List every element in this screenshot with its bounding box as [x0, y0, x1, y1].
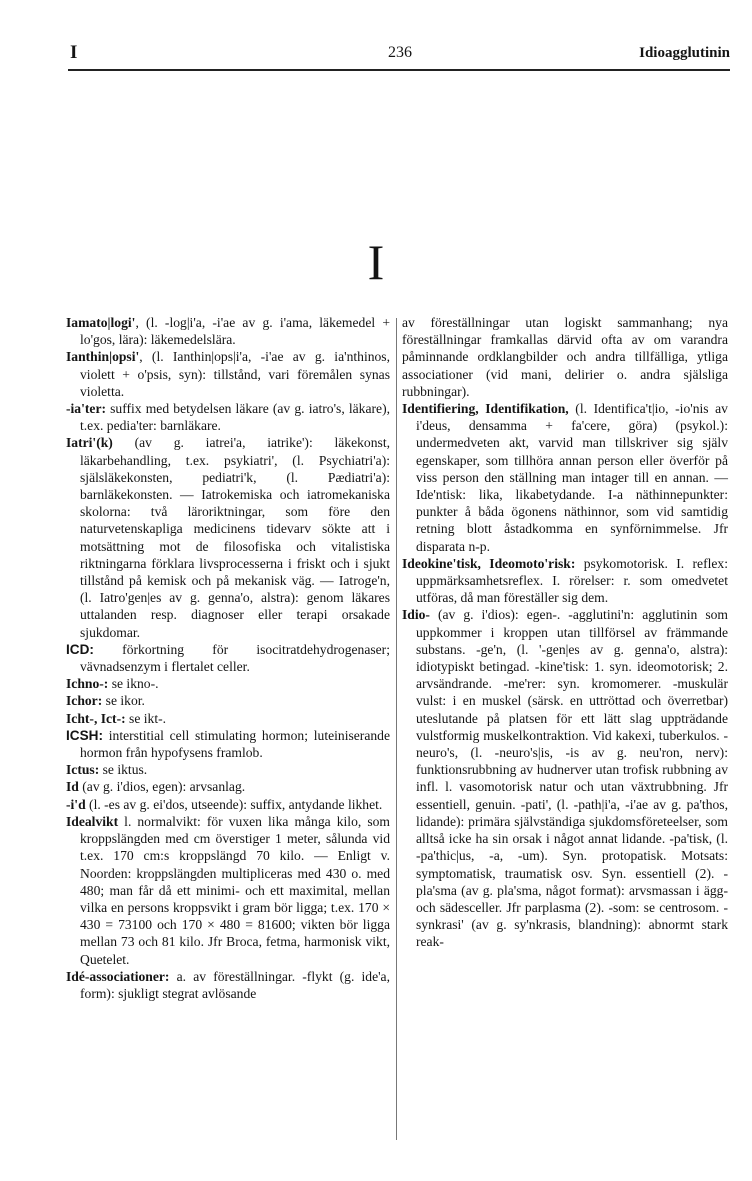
- entry-definition: (av g. i'dios): egen-. -agglutini'n: agglutinin som uppkommer i kroppen utan tillförsel av främmande substans. -ge'n, (l. '-gen|es av g. genna'o, alstra): idiotypiskt betingad. -kine'tisk: 1. syn. ideomotorisk; 2. arvsändrande. -me'rer: syn. kromomerer. -muskulär vulst: i en muskel (särsk. en uttröttad och överretbar) uteslutande på platsen för ett lätt slag uppträdande vulstformig muskelkontraktion. Vid kakexi, tuberkulos. -neuro's, (l. -neuro's|is, -is av g. neu'ron, nerv): funktionsrubbning av hudnerver utan trofisk rubbning av infl. l. vasomotorisk natur och utan växtrubbning. Jfr essentiell, genuin. -pati', (l. -path|i'a, -i'ae av g. pa'thos, lidande): primära självständiga sjukdomsföreteelser, som alltså icke ha sin orsak i något annat lidande. -pa'tisk, (l. -pa'thic|us, -a, -um). Syn. protopatisk. Motsats: symptomatisk, traumatisk osv. Syn. essentiell (2). -pla'sma (av g. pla'sma, något format): arvsmassan i ägg- och sädesceller. Jfr parplasma (2). -som: se centrosom. -synkrasi' (av g. sy'nkrasis, blandning): abnormt stark reak-: [416, 607, 728, 950]
- continuation-text: av föreställningar utan logiskt sammanhang; nya föreställningar framkallas därvid ofta av om varandra påminnande ordklangbilder och andra tillfälliga, ytliga associationer (vid mani, delirier o. andra själsliga rubbningar).: [402, 315, 728, 399]
- header-section-letter: I: [70, 42, 78, 63]
- entry-headword: Idé-associationer:: [66, 968, 170, 984]
- dictionary-entry: [66, 400, 390, 434]
- page-number: 236: [388, 44, 412, 61]
- page-header: [70, 42, 730, 70]
- dictionary-entry: [66, 727, 390, 761]
- dictionary-entry: [66, 778, 390, 795]
- dictionary-entry: [402, 555, 728, 607]
- entry-definition: , (l. -log|i'a, -i'ae av g. i'ama, läkemedel + lo'gos, lära): läkemedelslära.: [80, 315, 390, 348]
- dictionary-entry: [66, 434, 390, 640]
- dictionary-entry: [66, 761, 390, 778]
- entry-definition: (l. -es av g. ei'dos, utseende): suffix, antydande likhet.: [85, 796, 383, 812]
- entry-headword: Identifiering, Identifikation,: [402, 401, 569, 417]
- entry-definition: , (l. Ianthin|ops|i'a, -i'ae av g. ia'nthinos, violett + o'psis, syn): tillstånd, vari föremålen synas violetta.: [80, 349, 390, 399]
- dictionary-entry: [66, 641, 390, 675]
- entry-headword: Ichor:: [66, 693, 103, 709]
- entry-headword: Ictus:: [66, 762, 100, 778]
- entry-headword: Idealvikt: [66, 813, 119, 829]
- entry-headword: Icht-, Ict-:: [66, 710, 126, 726]
- entry-headword: Iatri'(k): [66, 435, 113, 451]
- section-heading: I: [367, 234, 385, 290]
- right-column: [402, 314, 728, 951]
- dictionary-entry: [66, 813, 390, 968]
- left-column: [66, 314, 390, 1002]
- entry-definition: se ikno-.: [108, 676, 159, 692]
- dictionary-entry: [66, 692, 390, 709]
- entry-definition: förkortning för isocitratdehydrogenaser; vävnadsenzym i flertalet celler.: [80, 641, 390, 675]
- entry-headword: Id: [66, 779, 79, 795]
- entry-definition: psykomotorisk. I. reflex: uppmärksamhetsreflex. I. rörelser: r. som omedvetet utföras, då man föreställer sig dem.: [416, 555, 728, 606]
- dictionary-entry: [402, 606, 728, 950]
- running-head: Idioagglutinin: [639, 45, 730, 61]
- entry-headword: -ia'ter:: [66, 401, 106, 417]
- entry-definition: (l. Identifica't|io, -io'nis av i'deus, densamma + fa'cere, göra) (psykol.): undermedveten akt, varvid man tillskriver sig själv egenskaper, som tillhöra annan person eller överför på viss person den ställning man intager till en annan. — Ide'ntisk: lika, likabetydande. I-a näthinnepunkter: punkter å båda ögonens näthinnor, som vid samtidig retning blott åstadkomma en synförnimmelse. Jfr disparata n-p.: [416, 401, 728, 554]
- entry-definition: (av g. i'dios, egen): arvsanlag.: [78, 779, 246, 795]
- entry-definition: se ikor.: [102, 693, 145, 709]
- entry-definition: (av g. iatrei'a, iatrike'): läkekonst, läkarbehandling, t.ex. psykiatri', (l. Psychiatri'a): själsläkekonsten, pediatri'k, (l. Pædiatri'a): barnläkekonsten. — Iatrokemiska och iatromekaniska skolorna: två läroriktningar, som före den naturvetenskapliga medicinens tidevarv sökte att i motsättning mot de filosofiska och vitalistiska riktningarna förklara livsprocesserna i friskt och i sjukt tillstånd på kemisk och på mekanisk väg. — Iatroge'n, (l. Iatro'gen|es av g. genna'o, alstra): genom läkares uttalanden resp. diagnoser eller terapi orsakade sjukdomar.: [80, 435, 390, 640]
- entry-headword: Ideokine'tisk, Ideomoto'risk:: [402, 555, 576, 571]
- entry-headword: ICD:: [66, 641, 94, 657]
- entry-headword: Idio-: [402, 607, 430, 623]
- entry-headword: Ianthin|opsi': [66, 349, 140, 365]
- dictionary-entry: [66, 796, 390, 813]
- dictionary-entry: [66, 968, 390, 1002]
- dictionary-entry: [66, 710, 390, 727]
- entry-headword: ICSH:: [66, 727, 104, 743]
- dictionary-entry: [66, 348, 390, 400]
- entry-definition: l. normalvikt: för vuxen lika många kilo, som kroppslängden med cm överstiger 1 meter, sålunda vid t.ex. 170 cm:s kroppslängd 70 kilo. — Enligt v. Noorden: kroppslängden multipliceras med 430 o. med 480; man får då ett minimi- och ett maximital, mellan vilka en persons kroppsvikt i gram bör ligga; t.ex. 170 × 430 = 73100 och 170 × 480 = 81600; vikten bör ligga mellan 73 och 81 kilo. Jfr Broca, fetma, harmonisk vikt, Quetelet.: [80, 813, 390, 967]
- entry-headword: Ichno-:: [66, 676, 109, 692]
- entry-headword: -i'd: [66, 796, 86, 812]
- entry-definition: a. av föreställningar. -flykt (g. ide'a, form): sjukligt stegrat avlösande: [80, 968, 390, 1001]
- column-divider: [396, 318, 397, 1140]
- entry-headword: Iamato|logi': [66, 315, 136, 330]
- dictionary-entry: [66, 675, 390, 692]
- dictionary-entry: [402, 400, 728, 555]
- entry-definition: suffix med betydelsen läkare (av g. iatro's, läkare), t.ex. pedia'ter: barnläkare.: [80, 401, 390, 434]
- entry-definition: se iktus.: [99, 762, 148, 778]
- entry-definition: se ikt-.: [125, 710, 167, 726]
- entry-definition: interstitial cell stimulating hormon; luteiniserande hormon från hypofysens framlob.: [80, 727, 390, 761]
- dictionary-entry: [66, 314, 390, 348]
- header-rule: [68, 69, 730, 71]
